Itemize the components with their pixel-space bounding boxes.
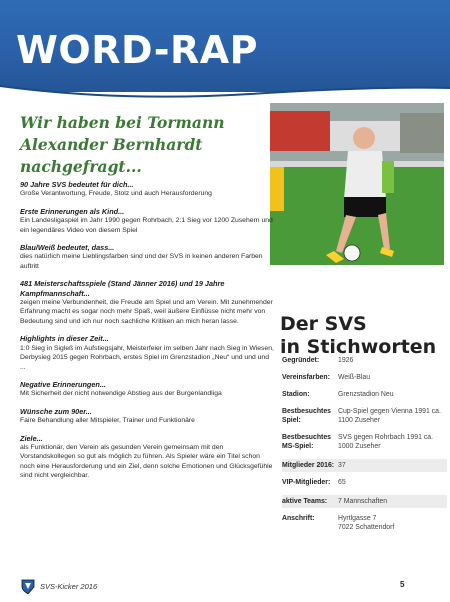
qa-answer-8: als Funktionär, den Verein als gesunden Verein gemeinsam mit den Vorstandskollegen so gut als möglich zu führen. Als Spieler wäre ein Titel schon noch eine Herausforderung und ein Ziel, denn solche Emotionen und Glücksgefühle sind nicht vergleichbar. [20,443,273,480]
intro-line-1: Wir haben bei Tormann [20,113,225,132]
fact-value: SVS gegen Rohrbach 1991 ca. 1000 Zuseher [338,434,434,450]
qa-answer-5: 1:0 Sieg in Sigleß im Aufstiegsjahr, Meisterfeier im selben Jahr nach Sieg in Wiesen, Derbysieg 2015 gegen Rohrbach, erstes Spiel im Grenzstadion „Neu“ und und und ... [20,344,274,371]
stichworte-title-line-2: in Stichworten [280,336,437,358]
fact-key: Stadion: [282,391,310,398]
header-banner [0,0,450,92]
fact-key: Mitglieder 2016: [282,462,335,469]
qa-answer-6: Mit Sicherheit der nicht notwendige Abstieg aus der Burgenlandliga [20,390,222,398]
qa-question-5: Highlights in dieser Zeit... [20,334,109,344]
fact-value: 65 [338,479,346,486]
banner-wave-decoration [0,80,450,102]
qa-answer-7: Faire Behandlung aller Mitspieler, Trainer und Funktionäre [20,417,195,425]
qa-question-2: Erste Erinnerungen als Kind... [20,206,125,216]
fact-row [282,514,447,532]
fact-value: 37 [338,462,346,469]
page-title: WORD-RAP [16,28,259,72]
club-crest-icon [20,578,36,594]
qa-question-4: 481 Meisterschaftsspiele (Stand Jänner 2016) und 19 Jahre Kampfmannschaft... [20,279,225,298]
footer-publication: SVS-Kicker 2016 [40,582,98,591]
fact-row [282,478,447,487]
fact-row [282,459,447,472]
fact-key: Bestbesuchtes Spiel: [282,408,332,424]
fact-value: 1926 [338,357,354,364]
fact-value: Grenzstadion Neu [338,391,394,398]
fact-list [282,356,447,540]
fact-value: Hyrtlgasse 7 7022 Schattendorf [338,515,395,531]
fact-key: Gegründet: [282,357,320,364]
page-number: 5 [400,580,405,589]
stichworte-title-line-1: Der SVS [280,313,367,335]
fact-row [282,407,447,425]
stichworte-title [280,313,450,359]
fact-key: VIP-Mitglieder: [282,479,331,486]
intro-line-2: Alexander Bernhardt nachgefragt... [20,135,203,176]
qa-question-1: 90 Jahre SVS bedeutet für dich... [20,180,134,189]
fact-row [282,356,447,365]
qa-answer-1: Große Verantwortung, Freude, Stolz und auch Herausforderung [20,190,212,198]
intro-heading [20,112,270,178]
qa-question-6: Negative Erinnerungen... [20,379,106,389]
fact-value: Weiß-Blau [338,374,371,381]
fact-row [282,373,447,382]
interview-qa [20,180,275,489]
goalkeeper-photo [270,103,444,265]
fact-key: Vereinsfarben: [282,374,330,381]
qa-answer-4: zeigen meine Verbundenheit, die Freude am Spiel und am Verein. Mit zunehmender Erfahrung macht es sogar noch mehr Spaß, weil äußere Einflüsse nicht mehr von Bedeutung sind und ich nur noch sachliche Kritiken an mich heran lasse. [20,299,273,325]
fact-row [282,433,447,451]
qa-answer-3: dies natürlich meine Lieblingsfarben sind und der SVS in keinen anderen Farben auftritt [20,253,263,270]
qa-question-3: Blau/Weiß bedeutet, dass... [20,243,115,253]
fact-row [282,390,447,399]
qa-answer-2: Ein Landesligaspiel im Jahr 1990 gegen Rohrbach, 2:1 Sieg vor 1200 Zusehern und ein legendäres Video von diesem Spiel [20,217,273,234]
fact-row [282,495,447,508]
qa-question-8: Ziele... [20,433,43,443]
qa-question-7: Wünsche zum 90er... [20,406,92,416]
fact-value: 7 Mannschaften [338,498,388,505]
fact-key: Bestbesuchtes MS-Spiel: [282,434,332,450]
fact-key: Anschrift: [282,515,315,522]
fact-key: aktive Teams: [282,498,328,505]
fact-value: Cup-Spiel gegen Vienna 1991 ca. 1100 Zuseher [338,408,441,424]
